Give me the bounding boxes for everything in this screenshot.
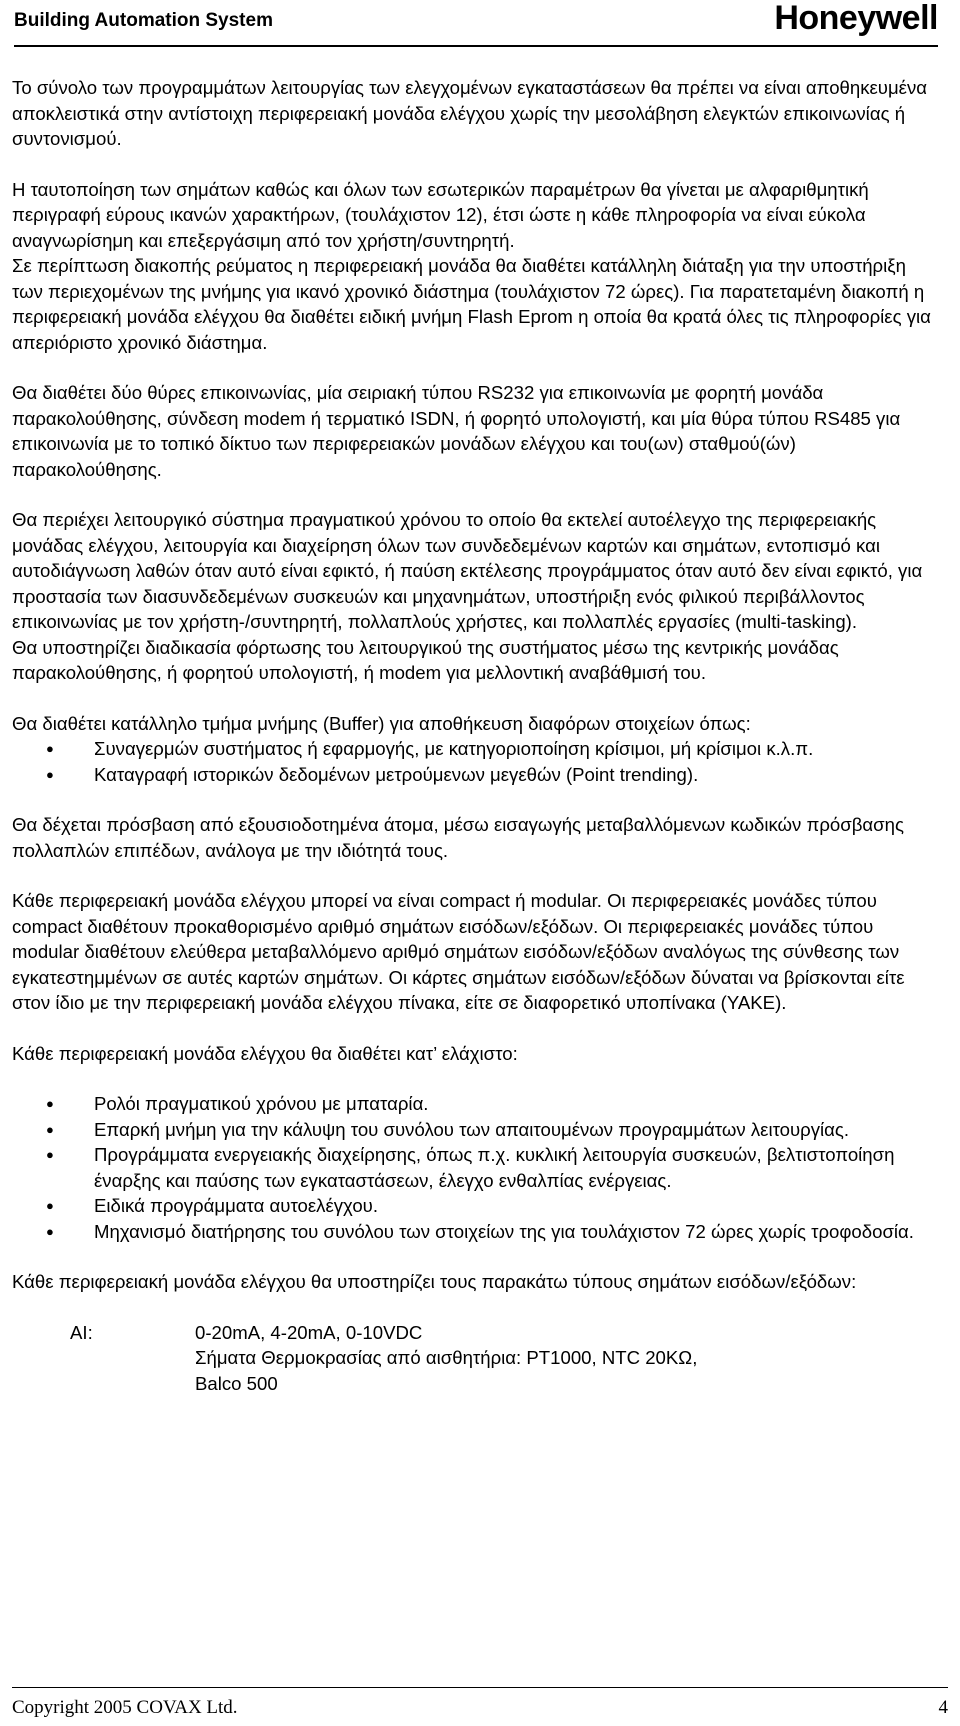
features-list (12, 1091, 932, 1244)
paragraph: Το σύνολο των προγραμμάτων λειτουργίας των ελεγχομένων εγκαταστάσεων θα πρέπει να είναι αποθηκευμένα αποκλειστικά στην αντίστοιχη περιφερειακή μονάδα ελέγχου χωρίς την μεσολάβηση ελεγκτών επικοινωνίας ή συντονισμού. (12, 77, 928, 149)
list-item: ● Ρολόι πραγματικού χρόνου με μπαταρία. (12, 1091, 932, 1117)
paragraph: Σε περίπτωση διακοπής ρεύματος η περιφερειακή μονάδα θα διαθέτει κατάλληλη διάταξη για την υποστήριξη των περιεχομένων της μνήμης για ικανό χρονικό διάστημα (τουλάχιστον 72 ώρες). Για παρατεταμένη διακοπή η περιφερειακή μονάδα ελέγχου θα διαθέτει ειδική μνήμη Flash Eprom η οποία θα κρατά όλες τις πληροφορίες για απεριόριστο χρονικό διάστημα. (12, 255, 931, 353)
copyright-text: Copyright 2005 COVAX Ltd. (12, 1697, 238, 1718)
ai-line: Σήματα Θερμοκρασίας από αισθητήρια: PT1000, NTC 20ΚΩ, (195, 1347, 698, 1368)
ai-label: AI: (70, 1321, 93, 1343)
honeywell-logo: Honeywell (774, 0, 938, 37)
ai-line: Balco 500 (195, 1372, 278, 1394)
paragraph: Θα διαθέτει δύο θύρες επικοινωνίας, μία σειριακή τύπου RS232 για επικοινωνία με φορητή μονάδα παρακολούθησης, σύνδεση modem ή τερματικό ISDN, ή φορητό υπολογιστή, και μία θύρα τύπου RS485 για επικοινωνία με το τοπικό δίκτυο των περιφερειακών μονάδων ελέγχου και του(ων) σταθμού(ών) παρακολούθησης. (12, 382, 901, 480)
list-item: ● Προγράμματα ενεργειακής διαχείρησης, όπως π.χ. κυκλική λειτουργία συσκευών, βελτιστοποίηση έναρξης και παύσης των εγκαταστάσεων, έλεγχο ενθαλπίας ενέργειας. (12, 1142, 932, 1193)
list-item: ● Επαρκή μνήμη για την κάλυψη του συνόλου των απαιτουμένων προγραμμάτων λειτουργίας. (12, 1117, 932, 1143)
document-body (12, 75, 932, 1396)
list-item: ● Μηχανισμό διατήρησης του συνόλου των στοιχείων της για τουλάχιστον 72 ώρες χωρίς τροφοδοσία. (12, 1219, 932, 1245)
paragraph: Η ταυτοποίηση των σημάτων καθώς και όλων των εσωτερικών παραμέτρων θα γίνεται με αλφαριθμητική περιγραφή εύρους ικανών χαρακτήρων, (τουλάχιστον 12), έτσι ώστε η κάθε πληροφορία να είναι εύκολα αναγνωρίσημη και επεξεργάσιμη από τον χρήστη/συντηρητή. (12, 178, 869, 251)
paragraph: Θα δέχεται πρόσβαση από εξουσιοδοτημένα άτομα, μέσω εισαγωγής μεταβαλλόμενων κωδικών πρόσβασης πολλαπλών επιπέδων, ανάλογα με την ιδιότητά τους. (12, 814, 904, 861)
ai-line: 0-20mA, 4-20mA, 0-10VDC (195, 1321, 423, 1343)
paragraph: Κάθε περιφερειακή μονάδα ελέγχου θα υποστηρίζει τους παρακάτω τύπους σημάτων εισόδων/εξόδων: (12, 1271, 857, 1292)
page-number: 4 (938, 1697, 948, 1718)
paragraph: Κάθε περιφερειακή μονάδα ελέγχου μπορεί να είναι compact ή modular. Οι περιφερειακές μονάδες τύπου compact διαθέτουν προκαθορισμένο αριθμό σημάτων εισόδων/εξόδων. Οι περιφερειακές μονάδες τύπου modular διαθέτουν ελεύθερα μεταβαλλόμενο αριθμό σημάτων εισόδων/εξόδων αναλόγως της σύνθεσης των εγκατεστημμένων σε αυτές καρτών σημάτων. Οι κάρτες σημάτων εισόδων/εξόδων δύναται να βρίσκονται είτε στον ίδιο με την περιφερειακή μονάδα ελέγχου πίνακα, είτε σε διαφορετικό υποπίνακα (ΥΑΚΕ). (12, 890, 905, 1013)
list-item: ● Καταγραφή ιστορικών δεδομένων μετρούμενων μεγεθών (Point trending). (12, 762, 932, 788)
header-title: Building Automation System (14, 10, 273, 31)
list-item: ● Ειδικά προγράμματα αυτοελέγχου. (12, 1193, 932, 1219)
ai-spec (12, 1320, 932, 1397)
header-divider (14, 45, 938, 47)
list-item: ● Συναγερμών συστήματος ή εφαρμογής, με κατηγοριοποίηση κρίσιμοι, μή κρίσιμοι κ.λ.π. (12, 736, 932, 762)
buffer-list (12, 736, 932, 787)
footer-divider (12, 1687, 948, 1688)
paragraph: Θα υποστηρίζει διαδικασία φόρτωσης του λειτουργικού της συστήματος μέσω της κεντρικής μονάδας παρακολούθησης, ή φορητού υπολογιστή, ή modem για μελλοντική αναβάθμισή του. (12, 636, 839, 683)
paragraph: Κάθε περιφερειακή μονάδα ελέγχου θα διαθέτει κατ’ ελάχιστο: (12, 1042, 518, 1064)
paragraph: Θα περιέχει λειτουργικό σύστημα πραγματικού χρόνου το οποίο θα εκτελεί αυτοέλεγχο της περιφερειακής μονάδας ελέγχου, λειτουργία και διαχείρηση όλων των συνδεδεμένων καρτών και σημάτων, εντοπισμό και αυτοδιάγνωση λαθών όταν αυτό είναι εφικτό, ή παύση εκτέλεσης προγράμματος όταν αυτό δεν είναι εφικτό, για προστασία των διασυνδεδεμένων συσκευών και μηχανημάτων, υποστήριξη ενός φιλικού περιβάλλοντος επικοινωνίας με τον χρήστη-/συντηρητή, πολλαπλούς χρήστες, και πολλαπλές εργασίες (multi-tasking). (12, 509, 923, 632)
page-header (14, 0, 938, 42)
paragraph: Θα διαθέτει κατάλληλο τμήμα μνήμης (Buffer) για αποθήκευση διαφόρων στοιχείων όπως: (12, 712, 751, 734)
